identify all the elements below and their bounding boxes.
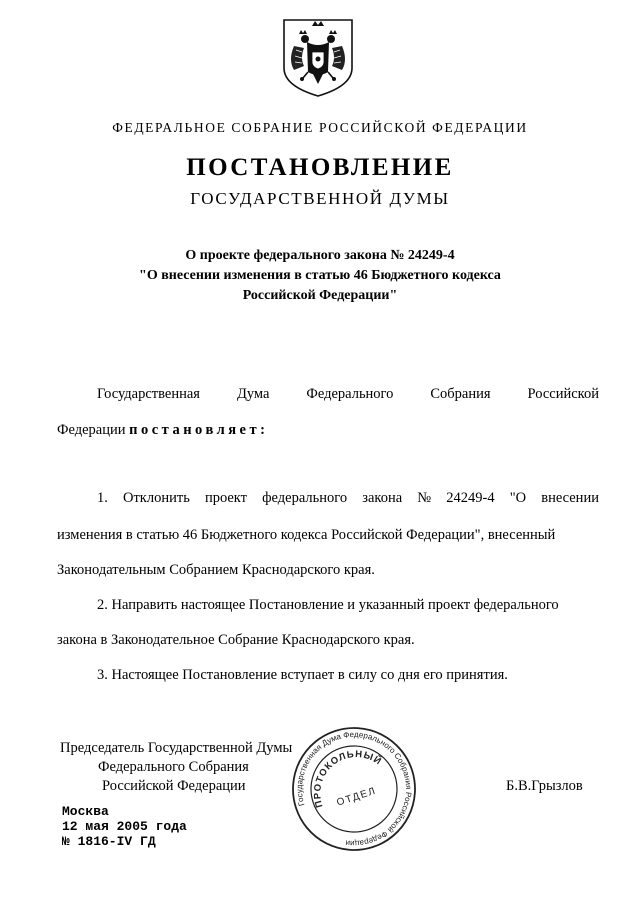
document-issuer: ГОСУДАРСТВЕННОЙ ДУМЫ: [190, 189, 450, 208]
preamble-word: Российской: [527, 386, 599, 402]
signatory-title: Российской Федерации: [102, 778, 246, 794]
russian-double-headed-eagle-icon: [274, 12, 362, 100]
subject-line: О проекте федерального закона № 24249-4: [185, 248, 455, 263]
signatory-name: Б.В.Грызлов: [506, 778, 583, 794]
stamp-arc-text: ПРОТОКОЛЬНЫЙ: [312, 748, 384, 809]
item-2-line: 2. Направить настоящее Постановление и указанный проект федерального: [97, 597, 559, 613]
item-word: Отклонить: [123, 490, 190, 506]
footer-date: 12 мая 2005 года: [62, 819, 187, 834]
round-seal-stamp-icon: [289, 724, 419, 854]
item-1-line: Законодательным Собранием Краснодарского края.: [57, 562, 375, 578]
preamble-word: Собрания: [430, 386, 491, 402]
signatory-title: Председатель Государственной Думы: [60, 740, 293, 756]
item-word: 24249-4: [446, 490, 495, 506]
footer-city: Москва: [62, 804, 109, 819]
preamble-word: Дума: [236, 386, 270, 402]
item-3-line: 3. Настоящее Постановление вступает в силу со дня его принятия.: [97, 667, 508, 683]
item-word: проект: [204, 490, 248, 506]
item-1-line: [97, 490, 599, 507]
preamble-line: [97, 386, 599, 403]
subject-line: Российской Федерации": [242, 288, 398, 303]
preamble-word: Государственная: [97, 386, 200, 402]
signatory-title: Федерального Собрания: [98, 759, 249, 775]
item-2-line: закона в Законодательное Собрание Краснодарского края.: [57, 632, 415, 648]
document-footer: [62, 804, 187, 849]
item-word: федерального: [262, 490, 348, 506]
item-word: внесении: [541, 490, 599, 506]
item-word: закона: [362, 490, 403, 506]
item-word: "О: [509, 490, 527, 506]
subject-line: "О внесении изменения в статью 46 Бюджетного кодекса: [139, 268, 501, 283]
footer-number: № 1816-IV ГД: [62, 834, 156, 849]
item-1-line: изменения в статью 46 Бюджетного кодекса Российской Федерации", внесенный: [57, 527, 556, 543]
stamp-center-text: ОТДЕЛ: [335, 785, 378, 809]
stamp-ring-text: Государственная Дума Федерального Собрания Российской Федерации: [294, 729, 414, 849]
item-word: 1.: [97, 490, 108, 506]
svg-text:Государственная Дума Федеральн: [289, 724, 419, 854]
resolves-word: постановляет:: [129, 422, 269, 438]
preamble-word: Федерального: [306, 386, 394, 402]
item-word: №: [417, 490, 432, 506]
document-subject: [0, 246, 640, 306]
document-type: ПОСТАНОВЛЕНИЕ: [186, 154, 454, 181]
preamble-text: Федерации: [57, 422, 126, 438]
organization-name: ФЕДЕРАЛЬНОЕ СОБРАНИЕ РОССИЙСКОЙ ФЕДЕРАЦИИ: [112, 120, 528, 135]
preamble-line: [57, 422, 268, 439]
